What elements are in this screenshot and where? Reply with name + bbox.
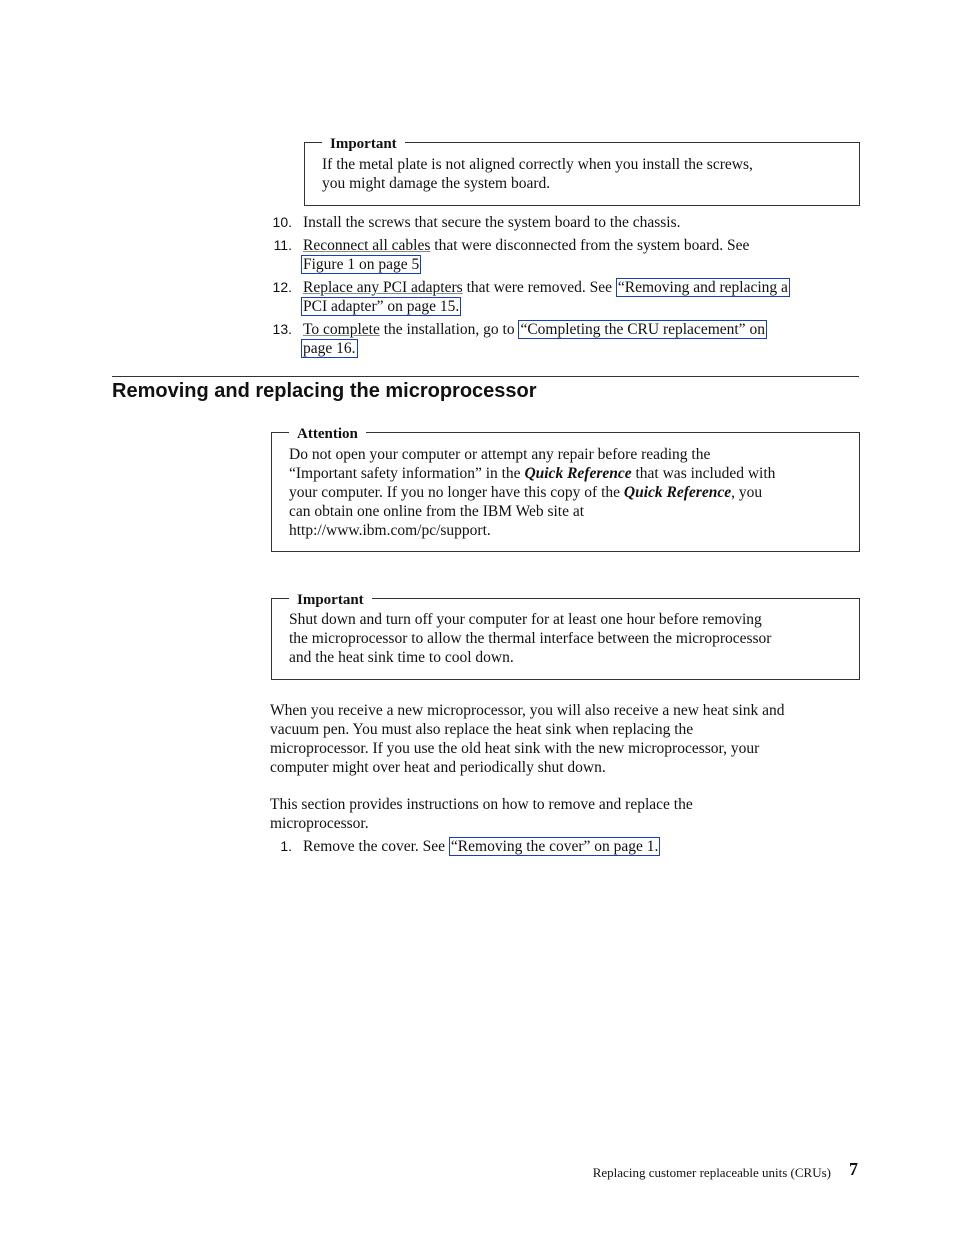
complete-install-link[interactable]: To complete bbox=[303, 321, 380, 338]
attention-notice-title: Attention bbox=[289, 426, 366, 443]
attention-notice-text: Do not open your computer or attempt any repair before reading the “Important safety information” in the Quick Reference that was included with your computer. If you no longer have this copy of the Quick Reference, you can obtain one online from the IBM Web site at http://www.ibm.com/pc/support. bbox=[289, 446, 776, 539]
replace-pci-link[interactable]: Replace any PCI adapters bbox=[303, 279, 463, 296]
step-number: 10. bbox=[272, 214, 292, 230]
step-number: 11. bbox=[273, 237, 292, 253]
important-notice-text: If the metal plate is not aligned correctly when you install the screws, you might damage the system board. bbox=[322, 156, 753, 192]
important-notice-text-2: Shut down and turn off your computer for at least one hour before removing the microprocessor to allow the thermal interface between the microprocessor and the heat sink time to cool down. bbox=[289, 611, 772, 666]
step-text: Reconnect all cables that were disconnected from the system board. See bbox=[303, 237, 750, 254]
reconnect-cables-link[interactable]: Reconnect all cables bbox=[303, 237, 431, 254]
step-number: 12. bbox=[272, 279, 292, 295]
figure1-xref-link[interactable]: Figure 1 on page 5 bbox=[303, 256, 420, 273]
step-text-cont bbox=[301, 339, 861, 358]
cru-completion-xref-link-cont[interactable]: page 16. bbox=[303, 340, 356, 357]
step-text: Replace any PCI adapters that were removed. See “Removing and replacing a bbox=[303, 279, 788, 296]
cru-completion-xref-link[interactable]: “Completing the CRU replacement” on bbox=[520, 321, 765, 338]
remove-cover-xref-link[interactable]: “Removing the cover” on page 1. bbox=[450, 838, 659, 855]
section-description: This section provides instructions on how to remove and replace the microprocessor. bbox=[270, 796, 693, 832]
step-text-cont bbox=[301, 297, 861, 316]
important-notice-title-2: Important bbox=[289, 592, 372, 609]
step-text: Install the screws that secure the system board to the chassis. bbox=[303, 214, 681, 231]
section-title: Removing and replacing the microprocessor bbox=[112, 380, 537, 402]
step-text: Remove the cover. See “Removing the cover” on page 1. bbox=[303, 838, 659, 855]
intro-paragraph: When you receive a new microprocessor, you will also receive a new heat sink and vacuum pen. You must also replace the heat sink when replacing the microprocessor. If you use the old heat sink with the new microprocessor, your computer might over heat and periodically shut down. bbox=[270, 702, 785, 776]
step-number: 1. bbox=[280, 838, 292, 854]
section-rule bbox=[112, 376, 859, 377]
page-number: 7 bbox=[849, 1159, 858, 1179]
pci-adapter-xref-link-cont[interactable]: PCI adapter” on page 15. bbox=[303, 298, 460, 315]
important-notice-title: Important bbox=[322, 136, 405, 153]
step-text: To complete the installation, go to “Completing the CRU replacement” on bbox=[303, 321, 765, 338]
pci-adapter-xref-link[interactable]: “Removing and replacing a bbox=[617, 279, 788, 296]
step-number: 13. bbox=[272, 321, 292, 337]
page-footer-text: Replacing customer replaceable units (CRUs) bbox=[592, 1165, 831, 1180]
step-text-cont bbox=[301, 255, 861, 274]
